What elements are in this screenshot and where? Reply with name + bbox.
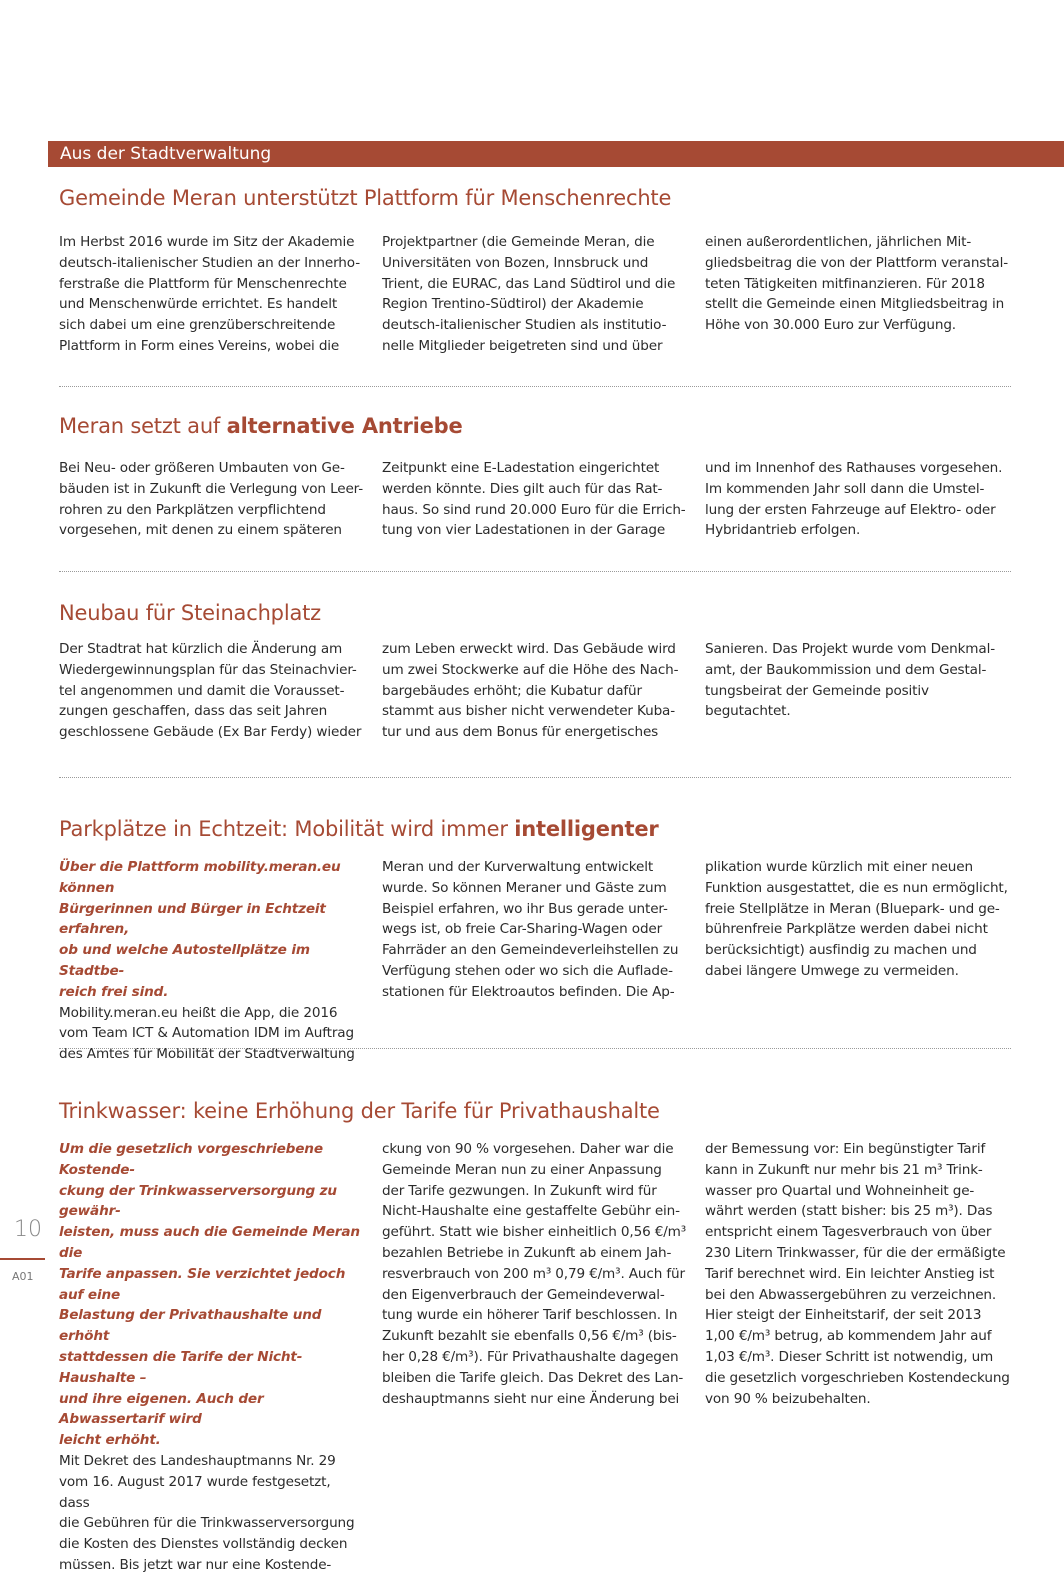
text-line: entspricht einem Tagesverbrauch von über — [705, 1224, 992, 1241]
section-title: Aus der Stadtverwaltung — [60, 144, 272, 164]
text-line: bezahlen Betriebe in Zukunft ab einem Jah- — [382, 1244, 672, 1261]
text-line: zungen geschaffen, dass das seit Jahren — [59, 703, 328, 720]
text-line: Um die gesetzlich vorgeschriebene Kostende- — [59, 1141, 323, 1178]
article-alternative-antriebe — [59, 412, 1011, 539]
text-line: ob und welche Autostellplätze im Stadtbe- — [59, 942, 310, 979]
text-line: und Menschenwürde errichtet. Es handelt — [59, 296, 338, 313]
text-line: stellt die Gemeinde einen Mitgliedsbeitrag in — [705, 296, 1005, 313]
text-line: Im kommenden Jahr soll dann die Umstel- — [705, 480, 985, 497]
text-line: Hybridantrieb erfolgen. — [705, 522, 861, 539]
text-line: den Eigenverbrauch der Gemeindeverwal- — [382, 1286, 665, 1303]
text-line: kann in Zukunft nur mehr bis 21 m³ Trink- — [705, 1161, 983, 1178]
text-line: um zwei Stockwerke auf die Höhe des Nach- — [382, 661, 679, 678]
text-line: stationen für Elektroautos befinden. Die Ap- — [382, 983, 675, 1000]
article-title: Trinkwasser: keine Erhöhung der Tarife für Privathaushalte — [59, 1099, 660, 1123]
article-column-3 — [705, 1139, 1011, 1409]
text-line: vom 16. August 2017 wurde festgesetzt, dass — [59, 1473, 331, 1511]
text-line: bleiben die Tarife gleich. Das Dekret des Lan- — [382, 1369, 684, 1386]
text-line: vorgesehen, mit denen zu einem späteren — [59, 522, 342, 539]
text-line: deutsch-italienischer Studien an der Innerho- — [59, 254, 360, 271]
text-line: und im Innenhof des Rathauses vorgesehen. — [705, 460, 1003, 476]
text-line: Belastung der Privathaushalte und erhöht — [59, 1307, 322, 1345]
text-line: geschlossene Gebäude (Ex Bar Ferdy) wieder — [59, 724, 362, 741]
article-steinachplatz — [59, 599, 1011, 741]
text-line: ckung der Trinkwasserversorgung zu gewähr- — [59, 1182, 337, 1220]
article-column-2 — [382, 232, 688, 357]
text-line: Region Trentino-Südtirol) der Akademie — [382, 296, 644, 313]
article-column-3 — [705, 639, 1011, 722]
text-line: stammt aus bisher nicht verwendeter Kuba- — [382, 703, 675, 720]
text-line: der Bemessung vor: Ein begünstigter Tarif — [705, 1141, 986, 1157]
text-line: 1,03 €/m³. Dieser Schritt ist notwendig, um — [705, 1348, 994, 1365]
text-line: vom Team ICT & Automation IDM im Auftrag — [59, 1025, 354, 1042]
text-line: tel angenommen und damit die Vorausset- — [59, 682, 345, 699]
text-line: Trient, die EURAC, das Land Südtirol und die — [382, 275, 676, 292]
text-line: Sanieren. Das Projekt wurde vom Denkmal- — [705, 641, 995, 657]
text-line: amt, der Baukommission und dem Gestal- — [705, 661, 987, 678]
divider — [59, 571, 1011, 572]
text-line: Mobility.meran.eu heißt die App, die 2016 — [59, 1004, 338, 1021]
article-column-2 — [382, 857, 688, 1003]
text-line: Bürgerinnen und Bürger in Echtzeit erfahren, — [59, 900, 326, 938]
article-title: Gemeinde Meran unterstützt Plattform für Menschenrechte — [59, 186, 672, 210]
text-line: deutsch-italienischer Studien als institutio- — [382, 317, 667, 334]
article-column-1 — [59, 1139, 365, 1576]
text-line: Gemeinde Meran nun zu einer Anpassung — [382, 1161, 662, 1178]
text-line: dabei längere Umwege zu vermeiden. — [705, 962, 959, 979]
article-body — [59, 1451, 365, 1576]
text-line: freie Stellplätze in Meran (Bluepark- und ge- — [705, 900, 1000, 917]
article-body — [59, 1003, 365, 1065]
text-line: tungsbeirat der Gemeinde positiv — [705, 682, 929, 699]
text-line: 230 Litern Trinkwasser, für die der ermäßigte — [705, 1244, 1006, 1261]
text-line: deshauptmanns sieht nur eine Änderung bei — [382, 1390, 680, 1407]
text-line: des Amtes für Mobilität der Stadtverwaltung — [59, 1046, 355, 1063]
text-line: Fahrräder an den Gemeindeverleihstellen zu — [382, 942, 679, 959]
page-code: A01 — [12, 1270, 34, 1283]
text-line: wurde. So können Meraner und Gäste zum — [382, 879, 667, 896]
text-line: Beispiel erfahren, wo ihr Bus gerade unter- — [382, 900, 668, 917]
text-line: Der Stadtrat hat kürzlich die Änderung am — [59, 641, 343, 657]
text-line: ferstraße die Plattform für Menschenrechte — [59, 275, 347, 292]
text-line: Mit Dekret des Landeshauptmanns Nr. 29 — [59, 1452, 336, 1469]
text-line: ckung von 90 % vorgesehen. Daher war die — [382, 1141, 674, 1157]
text-line: nelle Mitglieder beigetreten sind und über — [382, 337, 663, 354]
text-line: plikation wurde kürzlich mit einer neuen — [705, 859, 973, 875]
text-line: Tarif berechnet wird. Ein leichter Anstieg ist — [705, 1265, 995, 1282]
text-line: zum Leben erweckt wird. Das Gebäude wird — [382, 641, 676, 657]
article-title: Parkplätze in Echtzeit: Mobilität wird immer intelligenter — [59, 817, 659, 841]
text-line: sich dabei um eine grenzüberschreitende — [59, 317, 336, 334]
text-line: begutachtet. — [705, 703, 791, 720]
text-line: stattdessen die Tarife der Nicht-Haushalte – — [59, 1348, 303, 1386]
text-line: rohren zu den Parkplätzen verpflichtend — [59, 501, 326, 518]
text-line: bargebäudes erhöht; die Kubatur dafür — [382, 682, 642, 699]
text-line: wegs ist, ob freie Car-Sharing-Wagen oder — [382, 921, 663, 938]
text-line: Nicht-Haushalte eine gestaffelte Gebühr ein- — [382, 1203, 680, 1220]
text-line: leicht erhöht. — [59, 1432, 161, 1449]
text-line: die Kosten des Dienstes vollständig decken — [59, 1536, 348, 1553]
text-line: Meran und der Kurverwaltung entwickelt — [382, 859, 654, 875]
text-line: Hier steigt der Einheitstarif, der seit 2013 — [705, 1307, 982, 1324]
article-column-2 — [382, 458, 688, 541]
article-column-1 — [59, 458, 365, 541]
page-number-rule — [0, 1258, 45, 1260]
text-line: tung von vier Ladestationen in der Garage — [382, 522, 666, 539]
text-line: von 90 % beizubehalten. — [705, 1390, 871, 1407]
section-header-bar — [48, 141, 1064, 167]
text-line: der Tarife gezwungen. In Zukunft wird für — [382, 1182, 657, 1199]
text-line: einen außerordentlichen, jährlichen Mit- — [705, 234, 972, 250]
text-line: gliedsbeitrag die von der Plattform veranstal- — [705, 254, 1008, 271]
text-line: Verfügung stehen oder wo sich die Auflade- — [382, 962, 673, 979]
text-line: reich frei sind. — [59, 983, 169, 1000]
text-line: Zeitpunkt eine E-Ladestation eingerichtet — [382, 460, 660, 476]
divider — [59, 1048, 1011, 1049]
text-line: bei den Abwassergebühren zu verzeichnen. — [705, 1286, 997, 1303]
article-column-2 — [382, 639, 688, 743]
text-line: bäuden ist in Zukunft die Verlegung von Leer- — [59, 480, 364, 497]
article-lead — [59, 1139, 365, 1451]
text-line: tung wurde ein höherer Tarif beschlossen. In — [382, 1307, 678, 1324]
article-lead — [59, 857, 365, 1003]
text-line: müssen. Bis jetzt war nur eine Kostende- — [59, 1556, 332, 1573]
article-column-1 — [59, 639, 365, 743]
text-line: Wiedergewinnungsplan für das Steinachvier- — [59, 661, 357, 678]
article-title: Neubau für Steinachplatz — [59, 601, 321, 625]
text-line: Projektpartner (die Gemeinde Meran, die — [382, 234, 655, 250]
article-trinkwasser — [59, 1097, 1011, 1573]
text-line: währt werden (statt bisher: bis 25 m³). Das — [705, 1203, 993, 1220]
text-line: Funktion ausgestattet, die es nun ermöglicht, — [705, 879, 1008, 896]
article-column-1 — [59, 857, 365, 1065]
text-line: Im Herbst 2016 wurde im Sitz der Akademie — [59, 234, 355, 250]
divider — [59, 777, 1011, 778]
text-line: lung der ersten Fahrzeuge auf Elektro- oder — [705, 501, 996, 518]
text-line: resverbrauch von 200 m³ 0,79 €/m³. Auch für — [382, 1265, 685, 1282]
text-line: teten Tätigkeiten mitfinanzieren. Für 2018 — [705, 275, 985, 292]
article-menschenrechte — [59, 184, 1011, 354]
text-line: Plattform in Form eines Vereins, wobei die — [59, 337, 340, 354]
text-line: Universitäten von Bozen, Innsbruck und — [382, 254, 649, 271]
text-line: die Gebühren für die Trinkwasserversorgung — [59, 1515, 355, 1532]
text-line: die gesetzlich vorgeschrieben Kostendeckung — [705, 1369, 1010, 1386]
text-line: bührenfreie Parkplätze werden dabei nicht — [705, 921, 988, 938]
article-column-3 — [705, 232, 1011, 336]
text-line: Höhe von 30.000 Euro zur Verfügung. — [705, 317, 956, 334]
text-line: leisten, muss auch die Gemeinde Meran die — [59, 1224, 360, 1261]
article-column-3 — [705, 458, 1011, 541]
article-parkplaetze — [59, 815, 1011, 1063]
article-title: Meran setzt auf alternative Antriebe — [59, 414, 463, 438]
text-line: tur und aus dem Bonus für energetisches — [382, 724, 659, 741]
text-line: Tarife anpassen. Sie verzichtet jedoch auf eine — [59, 1265, 346, 1303]
divider — [59, 386, 1011, 387]
page-number: 10 — [14, 1217, 42, 1242]
article-column-1 — [59, 232, 365, 357]
text-line: Bei Neu- oder größeren Umbauten von Ge- — [59, 460, 345, 476]
article-column-2 — [382, 1139, 688, 1409]
text-line: wasser pro Quartal und Wohneinheit ge- — [705, 1182, 975, 1199]
text-line: berücksichtigt) ausfindig zu machen und — [705, 942, 977, 959]
text-line: haus. So sind rund 20.000 Euro für die Errich- — [382, 501, 686, 518]
text-line: Zukunft bezahlt sie ebenfalls 0,56 €/m³ (bis- — [382, 1328, 677, 1345]
article-column-3 — [705, 857, 1011, 982]
text-line: Über die Plattform mobility.meran.eu können — [59, 859, 341, 896]
text-line: 1,00 €/m³ betrug, ab kommendem Jahr auf — [705, 1328, 992, 1345]
text-line: werden könnte. Dies gilt auch für das Rat- — [382, 480, 663, 497]
text-line: her 0,28 €/m³). Für Privathaushalte dagegen — [382, 1348, 679, 1365]
text-line: geführt. Statt wie bisher einheitlich 0,56 €/m³ — [382, 1224, 687, 1241]
text-line: und ihre eigenen. Auch der Abwassertarif wird — [59, 1390, 264, 1428]
